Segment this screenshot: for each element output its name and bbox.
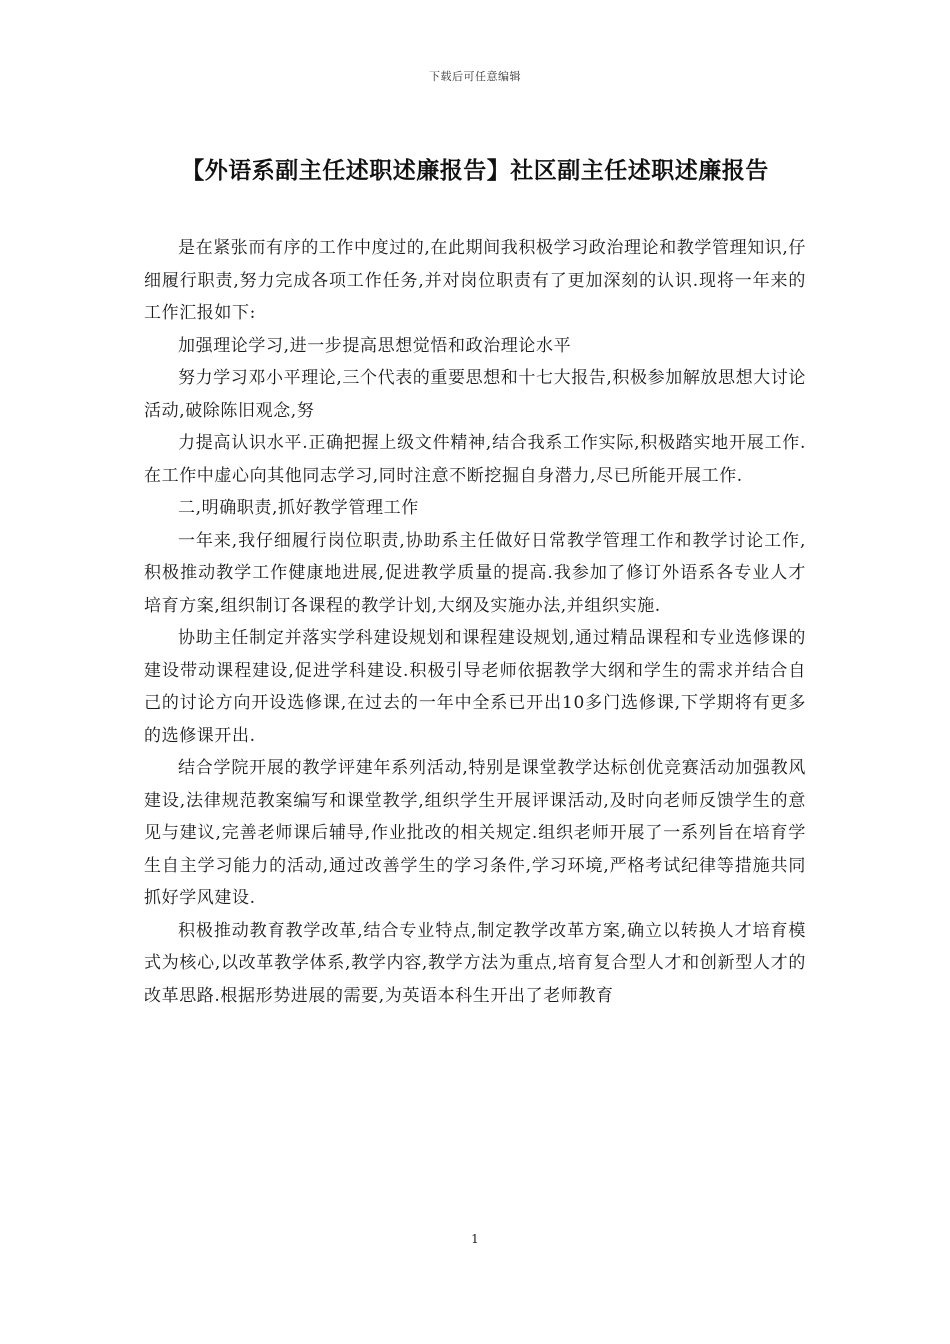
document-title: 【外语系副主任述职述廉报告】社区副主任述职述廉报告 (181, 157, 769, 184)
paragraph: 积极推动教育教学改革,结合专业特点,制定教学改革方案,确立以转换人才培育模式为核心,以改革教学体系,教学内容,教学方法为重点,培育复合型人才和创新型人才的改革思路.根据形势进展的需要,为英语本科生开出了老师教育 (144, 920, 806, 1006)
paragraph: 是在紧张而有序的工作中度过的,在此期间我积极学习政治理论和教学管理知识,仔细履行职责,努力完成各项工作任务,并对岗位职责有了更加深刻的认识.现将一年来的工作汇报如下: (144, 238, 807, 323)
paragraph: 力提高认识水平.正确把握上级文件精神,结合我系工作实际,积极踏实地开展工作.在工作中虚心向其他同志学习,同时注意不断挖掘自身潜力,尽已所能开展工作. (144, 433, 806, 486)
paragraph: 二,明确职责,抓好教学管理工作 (178, 498, 419, 518)
paragraph: 加强理论学习,进一步提高思想觉悟和政治理论水平 (178, 335, 572, 356)
paragraph: 努力学习邓小平理论,三个代表的重要思想和十七大报告,积极参加解放思想大讨论活动,破除陈旧观念,努 (144, 368, 807, 421)
paragraph: 协助主任制定并落实学科建设规划和课程建设规划,通过精品课程和专业选修课的建设带动课程建设,促进学科建设.积极引导老师依据教学大纲和学生的需求并结合自己的讨论方向开设选修课,在过去的一年中全系已开出10多门选修课,下学期将有更多的选修课开出. (144, 628, 806, 746)
paragraph: 一年来,我仔细履行岗位职责,协助系主任做好日常教学管理工作和教学讨论工作,积极推动教学工作健康地进展,促进教学质量的提高.我参加了修订外语系各专业人才培育方案,组织制订各课程的教学计划,大纲及实施办法,并组织实施. (144, 530, 806, 616)
paragraph: 结合学院开展的教学评建年系列活动,特别是课堂教学达标创优竞赛活动加强教风建设,法律规范教案编写和课堂教学,组织学生开展评课活动,及时向老师反馈学生的意见与建议,完善老师课后辅导,作业批改的相关规定.组织老师开展了一系列旨在培育学生自主学习能力的活动,通过改善学生的学习条件,学习环境,严格考试纪律等措施共同抓好学风建设. (144, 758, 806, 908)
document-body (144, 232, 806, 1012)
page-number: 1 (471, 1232, 479, 1246)
header-note: 下载后可任意编辑 (429, 70, 521, 83)
